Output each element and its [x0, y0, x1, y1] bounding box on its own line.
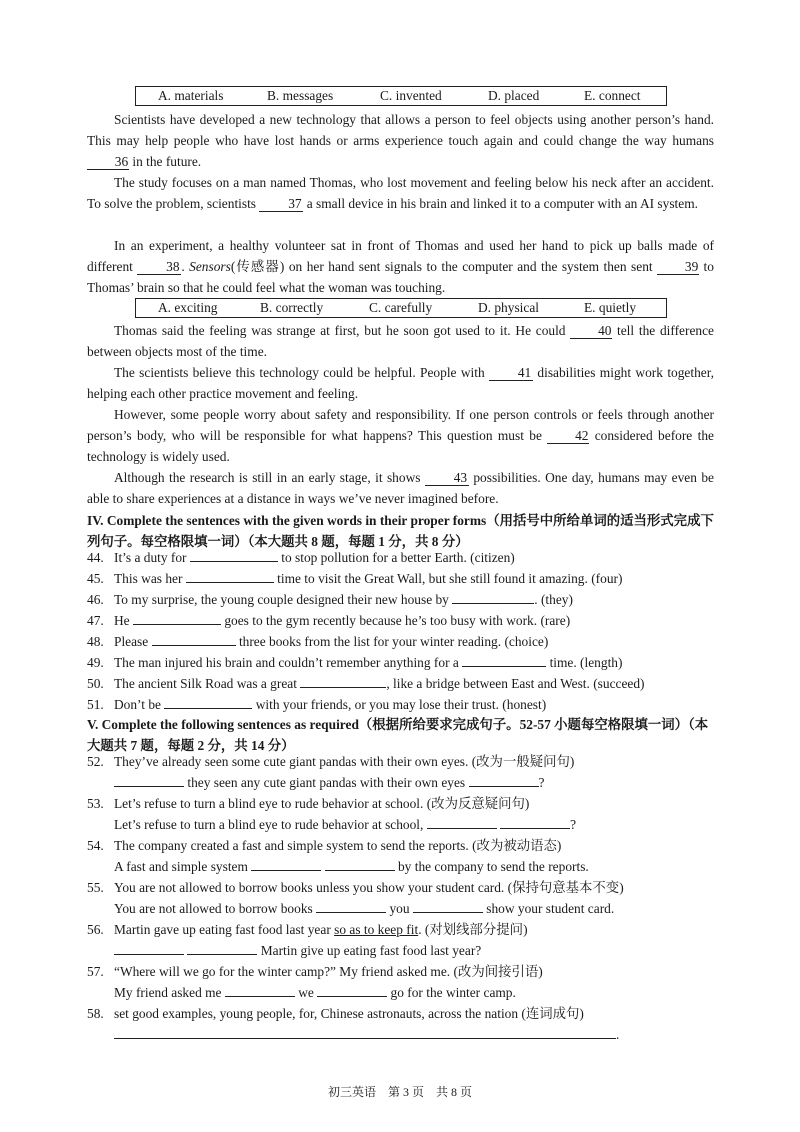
- answer-blank[interactable]: [186, 582, 274, 583]
- answer-blank[interactable]: [462, 666, 546, 667]
- word-box-option: A. exciting: [158, 300, 218, 315]
- word-box-option: D. placed: [488, 88, 540, 103]
- question-49: 49. The man injured his brain and couldn’t remember anything for a time. (length): [87, 655, 623, 670]
- blank-36[interactable]: 36: [87, 154, 129, 170]
- page-footer: 初三英语 第 3 页 共 8 页: [327, 1085, 472, 1099]
- answer-blank[interactable]: [452, 603, 534, 604]
- passage-paragraph-7: Although the research is still in an early stage, it shows 43 possibilities. One day, humans may even be able to share experiences at a distance in ways we’ve never imagined before.: [87, 470, 714, 506]
- answer-blank[interactable]: [317, 996, 387, 997]
- word-box-option: D. physical: [478, 300, 539, 315]
- underlined-phrase: so as to keep fit: [334, 922, 419, 937]
- word-box-option: E. connect: [584, 88, 641, 103]
- question-52-answer: they seen any cute giant pandas with their own eyes ?: [114, 774, 544, 792]
- question-57-answer: My friend asked me we go for the winter camp.: [114, 985, 516, 1000]
- question-50: 50. The ancient Silk Road was a great , like a bridge between East and West. (succeed): [87, 676, 645, 691]
- question-58: 58. set good examples, young people, for, Chinese astronauts, across the nation (连词成句): [87, 1006, 584, 1021]
- answer-blank[interactable]: [114, 954, 184, 955]
- question-52: 52. They’ve already seen some cute giant pandas with their own eyes. (改为一般疑问句): [87, 754, 575, 769]
- answer-blank[interactable]: [251, 870, 321, 871]
- question-44: 44. It’s a duty for to stop pollution for a better Earth. (citizen): [87, 550, 515, 565]
- word-box-option: B. correctly: [260, 300, 324, 315]
- blank-42[interactable]: 42: [547, 428, 589, 444]
- answer-blank[interactable]: [500, 828, 570, 829]
- answer-blank[interactable]: [316, 912, 386, 913]
- question-47: 47. He goes to the gym recently because he’s too busy with work. (rare): [87, 613, 571, 628]
- question-51: 51. Don’t be with your friends, or you may lose their trust. (honest): [87, 697, 547, 712]
- word-box-option: C. invented: [380, 88, 442, 103]
- word-box-option: B. messages: [267, 88, 334, 103]
- blank-40[interactable]: 40: [570, 323, 612, 339]
- word-box-option: E. quietly: [584, 300, 637, 315]
- answer-blank[interactable]: [325, 870, 395, 871]
- section-4-title: IV. Complete the sentences with the given words in their proper forms（用括号中所给单词的适当形式完成下列句子。每空格限填一词）（本大题共 8 题，每题 1 分，共 8 分）: [87, 513, 714, 549]
- question-48: 48. Please three books from the list for your winter reading. (choice): [87, 634, 549, 649]
- word-box-option: C. carefully: [369, 300, 433, 315]
- answer-blank[interactable]: [413, 912, 483, 913]
- answer-blank[interactable]: [225, 996, 295, 997]
- answer-blank[interactable]: [427, 828, 497, 829]
- question-56: 56. Martin gave up eating fast food last year so as to keep fit. (对划线部分提问): [87, 922, 528, 937]
- question-55: 55. You are not allowed to borrow books unless you show your student card. (保持句意基本不变): [87, 880, 624, 895]
- question-54: 54. The company created a fast and simple system to send the reports. (改为被动语态): [87, 838, 562, 853]
- question-55-answer: You are not allowed to borrow books you show your student card.: [114, 901, 615, 916]
- passage-paragraph-2: The study focuses on a man named Thomas, who lost movement and feeling below his neck after an accident. To solve the problem, scientists 37 a small device in his brain and linked it to a computer with an AI system.: [87, 175, 714, 211]
- word-box-2: [135, 298, 667, 318]
- answer-blank[interactable]: [469, 786, 539, 787]
- question-46: 46. To my surprise, the young couple designed their new house by . (they): [87, 592, 573, 607]
- answer-line[interactable]: [114, 1038, 616, 1039]
- answer-blank[interactable]: [300, 687, 386, 688]
- question-57: 57. “Where will we go for the winter camp?” My friend asked me. (改为间接引语): [87, 964, 543, 979]
- blank-37[interactable]: 37: [259, 196, 303, 212]
- passage-paragraph-6: However, some people worry about safety and responsibility. If one person controls or feels through another person’s body, who will be responsible for what happens? This question must be 42 considered before the technology is widely used.: [87, 407, 714, 464]
- question-54-answer: A fast and simple system by the company to send the reports.: [114, 859, 589, 874]
- question-56-answer: Martin give up eating fast food last year?: [114, 942, 481, 960]
- blank-43[interactable]: 43: [425, 470, 469, 486]
- passage-paragraph-3: In an experiment, a healthy volunteer sat in front of Thomas and used her hand to pick up balls made of different 38 . Sensors(传感器) on her hand sent signals to the computer and the system then sent 39 to Thomas’ brain so that he could feel what the woman was touching.: [87, 238, 714, 295]
- answer-blank[interactable]: [133, 624, 221, 625]
- question-53: 53. Let’s refuse to turn a blind eye to rude behavior at school. (改为反意疑问句): [87, 796, 530, 811]
- question-53-answer: Let’s refuse to turn a blind eye to rude behavior at school, ?: [114, 817, 577, 832]
- answer-blank[interactable]: [114, 786, 184, 787]
- answer-blank[interactable]: [164, 708, 252, 709]
- passage-paragraph-1: Scientists have developed a new technology that allows a person to feel objects using another person’s hand. This may help people who have lost hands or arms experience touch again and could change the way humans 36 in the future.: [87, 112, 714, 169]
- answer-blank[interactable]: [187, 954, 257, 955]
- passage-paragraph-4: Thomas said the feeling was strange at first, but he soon got used to it. He could 40 tell the difference between objects most of the time.: [87, 323, 714, 359]
- answer-blank[interactable]: [152, 645, 236, 646]
- word-box-option: A. materials: [158, 88, 224, 103]
- question-58-answer: .: [114, 1026, 619, 1044]
- blank-39[interactable]: 39: [657, 259, 699, 275]
- word-box-1: [135, 86, 667, 106]
- section-5-title: V. Complete the following sentences as required（根据所给要求完成句子。52-57 小题每空格限填一词）（本大题共 7 题，每题 2 分，共 14 分）: [87, 717, 709, 753]
- answer-blank[interactable]: [190, 561, 278, 562]
- question-45: 45. This was her time to visit the Great Wall, but she still found it amazing. (four): [87, 571, 623, 586]
- blank-41[interactable]: 41: [489, 365, 533, 381]
- passage-paragraph-5: The scientists believe this technology could be helpful. People with 41 disabilities might work together, helping each other practice movement and feeling.: [87, 365, 715, 401]
- blank-38[interactable]: 38: [137, 259, 181, 275]
